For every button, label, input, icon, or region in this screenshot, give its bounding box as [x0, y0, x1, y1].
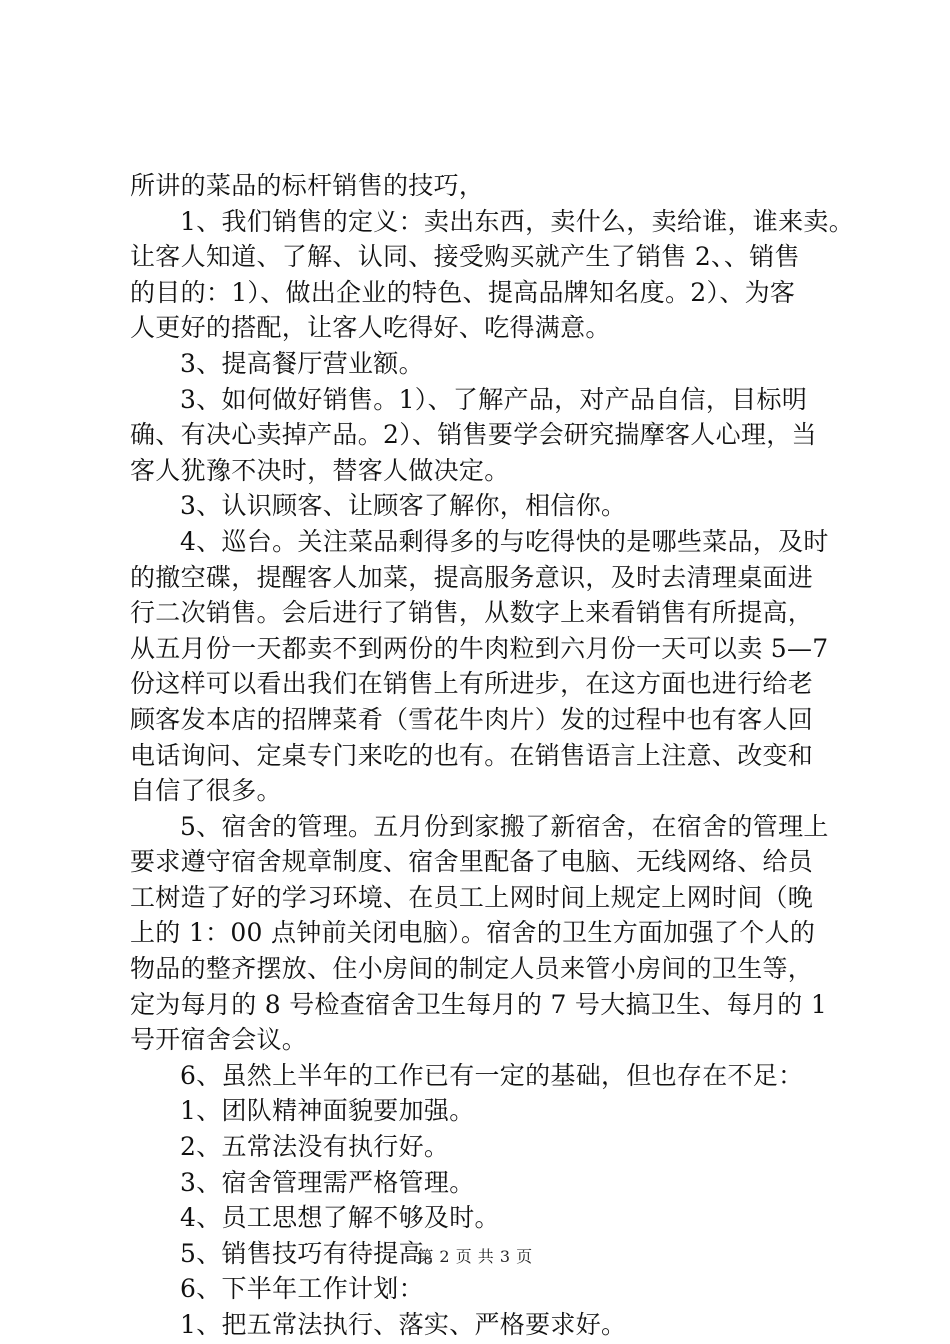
text-line: 的目的：1）、做出企业的特色、提高品牌知名度。2）、为客	[130, 277, 796, 307]
text-line: 6、下半年工作计划：	[180, 1274, 424, 1304]
text-line: 让客人知道、了解、认同、接受购买就产生了销售 2、、销售	[130, 242, 800, 272]
text-line: 物品的整齐摆放、住小房间的制定人员来管小房间的卫生等，	[130, 954, 814, 984]
text-line: 定为每月的 8 号检查宿舍卫生每月的 7 号大搞卫生、每月的 1	[130, 989, 828, 1019]
text-line: 3、认识顾客、让顾客了解你，相信你。	[180, 491, 627, 521]
text-line: 5、宿舍的管理。五月份到家搬了新宿舍，在宿舍的管理上	[180, 811, 829, 841]
text-line: 4、员工思想了解不够及时。	[180, 1203, 500, 1233]
text-line: 客人犹豫不决时，替客人做决定。	[130, 455, 510, 485]
text-line: 1、我们销售的定义：卖出东西，卖什么，卖给谁，谁来卖。	[180, 206, 855, 236]
text-line: 人更好的搭配，让客人吃得好、吃得满意。	[130, 313, 611, 343]
text-line: 份这样可以看出我们在销售上有所进步，在这方面也进行给老	[130, 669, 814, 699]
text-line: 3、宿舍管理需严格管理。	[180, 1167, 475, 1197]
text-line: 号开宿舍会议。	[130, 1025, 308, 1055]
text-line: 从五月份一天都卖不到两份的牛肉粒到六月份一天可以卖 5—7	[130, 633, 829, 663]
text-line: 4、巡台。关注菜品剩得多的与吃得快的是哪些菜品，及时	[180, 526, 829, 556]
text-line: 3、提高餐厅营业额。	[180, 348, 424, 378]
text-line: 顾客发本店的招牌菜肴（雪花牛肉片）发的过程中也有客人回	[130, 704, 814, 734]
text-line: 要求遵守宿舍规章制度、宿舍里配备了电脑、无线网络、给员	[130, 847, 814, 877]
text-line: 3、如何做好销售。1）、了解产品，对产品自信，目标明	[180, 384, 808, 414]
text-line: 确、有决心卖掉产品。2）、销售要学会研究揣摩客人心理，当	[130, 420, 817, 450]
text-line: 所讲的菜品的标杆销售的技巧，	[130, 171, 485, 200]
text-line: 上的 1：00 点钟前关闭电脑）。宿舍的卫生方面加强了个人的	[130, 918, 816, 948]
text-line: 工树造了好的学习环境、在员工上网时间上规定上网时间（晚	[130, 882, 814, 912]
text-line: 1、团队精神面貌要加强。	[180, 1096, 475, 1126]
page-number-footer: 第 2 页 共 3 页	[417, 1247, 533, 1266]
text-line: 的撤空碟，提醒客人加菜，提高服务意识，及时去清理桌面进	[130, 562, 814, 592]
text-line: 自信了很多。	[130, 776, 282, 806]
text-line: 行二次销售。会后进行了销售，从数字上来看销售有所提高，	[130, 598, 814, 628]
text-line: 2、五常法没有执行好。	[180, 1132, 450, 1162]
text-line: 5、销售技巧有待提高。	[180, 1238, 450, 1268]
text-line: 1、把五常法执行、落实、严格要求好。	[180, 1310, 627, 1339]
document-body	[130, 168, 855, 1343]
text-line: 6、虽然上半年的工作已有一定的基础，但也存在不足：	[180, 1060, 804, 1090]
text-line: 电话询问、定桌专门来吃的也有。在销售语言上注意、改变和	[130, 740, 814, 770]
